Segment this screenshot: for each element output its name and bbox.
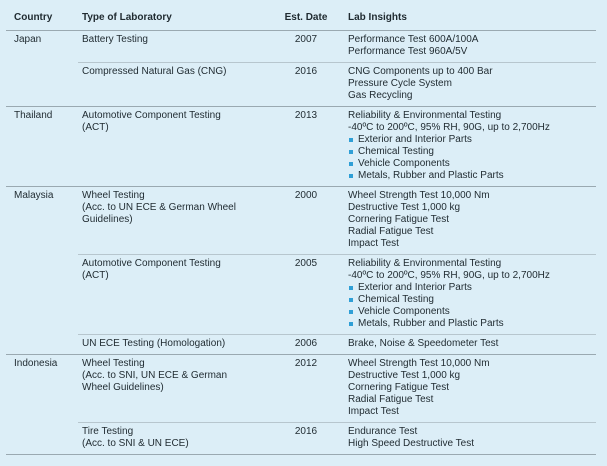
insight-line: Pressure Cycle System: [348, 78, 452, 89]
insight-bullet-item: Exterior and Interior Parts: [348, 134, 596, 146]
insight-line: -40ºC to 200ºC, 95% RH, 90G, up to 2,700Hz: [348, 270, 550, 281]
lab-type-line: (Acc. to UN ECE & German Wheel: [82, 202, 236, 213]
insights-cell: [344, 355, 596, 423]
country-cell: Thailand: [6, 107, 78, 187]
lab-type-line: (ACT): [82, 270, 109, 281]
laboratory-table: [6, 0, 596, 455]
insight-line: Reliability & Environmental Testing: [348, 110, 502, 121]
est-date-cell: 2006: [268, 335, 344, 355]
insight-line: Radial Fatigue Test: [348, 226, 434, 237]
insight-bullet-item: Metals, Rubber and Plastic Parts: [348, 170, 596, 182]
lab-type-line: Wheel Guidelines): [82, 382, 164, 393]
est-date-cell: 2016: [268, 63, 344, 107]
est-date-cell: 2016: [268, 423, 344, 455]
insight-bullet-item: Vehicle Components: [348, 306, 596, 318]
insight-bullet-item: Vehicle Components: [348, 158, 596, 170]
insights-cell: [344, 335, 596, 355]
insight-line: Wheel Strength Test 10,000 Nm: [348, 190, 490, 201]
table-body: [6, 31, 596, 455]
header-type: Type of Laboratory: [78, 0, 268, 31]
insights-cell: [344, 107, 596, 187]
insights-cell: [344, 187, 596, 255]
country-cell: Indonesia: [6, 355, 78, 455]
table-row: [6, 107, 596, 187]
insight-bullet-item: Chemical Testing: [348, 146, 596, 158]
lab-type-cell: [78, 335, 268, 355]
insight-line: Gas Recycling: [348, 90, 413, 101]
insight-line: CNG Components up to 400 Bar: [348, 66, 493, 77]
lab-type-line: Battery Testing: [82, 34, 148, 45]
est-date-cell: 2000: [268, 187, 344, 255]
insight-line: Performance Test 600A/100A: [348, 34, 479, 45]
header-date: Est. Date: [268, 0, 344, 31]
insight-line: Destructive Test 1,000 kg: [348, 370, 461, 381]
est-date-cell: 2007: [268, 31, 344, 63]
lab-type-line: Wheel Testing: [82, 358, 145, 369]
est-date-cell: 2012: [268, 355, 344, 423]
header-insights: Lab Insights: [344, 0, 596, 31]
insight-line: Radial Fatigue Test: [348, 394, 434, 405]
country-cell: Malaysia: [6, 187, 78, 355]
lab-type-cell: [78, 423, 268, 455]
lab-type-cell: [78, 255, 268, 335]
est-date-cell: 2013: [268, 107, 344, 187]
table-row: [6, 423, 596, 455]
table-row: [6, 63, 596, 107]
insight-line: -40ºC to 200ºC, 95% RH, 90G, up to 2,700Hz: [348, 122, 550, 133]
lab-type-line: Compressed Natural Gas (CNG): [82, 66, 227, 77]
insight-line: Performance Test 960A/5V: [348, 46, 468, 57]
table-row: [6, 355, 596, 423]
insight-line: Impact Test: [348, 406, 399, 417]
insight-line: Cornering Fatigue Test: [348, 382, 449, 393]
insight-line: Brake, Noise & Speedometer Test: [348, 338, 499, 349]
insights-cell: [344, 31, 596, 63]
lab-type-line: (ACT): [82, 122, 109, 133]
insight-line: Wheel Strength Test 10,000 Nm: [348, 358, 490, 369]
lab-type-cell: [78, 355, 268, 423]
table-header-row: [6, 0, 596, 31]
insights-cell: [344, 63, 596, 107]
lab-type-line: (Acc. to SNI, UN ECE & German: [82, 370, 228, 381]
insights-cell: [344, 255, 596, 335]
lab-type-line: Tire Testing: [82, 426, 134, 437]
insight-line: Destructive Test 1,000 kg: [348, 202, 461, 213]
lab-type-line: Automotive Component Testing: [82, 110, 221, 121]
est-date-cell: 2005: [268, 255, 344, 335]
table-row: [6, 335, 596, 355]
table-row: [6, 255, 596, 335]
table-row: [6, 187, 596, 255]
insight-line: Impact Test: [348, 238, 399, 249]
insight-bullet-item: Chemical Testing: [348, 294, 596, 306]
lab-type-line: UN ECE Testing (Homologation): [82, 338, 226, 349]
lab-type-cell: [78, 187, 268, 255]
insight-line: Reliability & Environmental Testing: [348, 258, 502, 269]
lab-type-cell: [78, 31, 268, 63]
insight-bullet-item: Exterior and Interior Parts: [348, 282, 596, 294]
country-cell: Japan: [6, 31, 78, 107]
insight-line: Cornering Fatigue Test: [348, 214, 449, 225]
lab-type-line: Guidelines): [82, 214, 133, 225]
lab-type-line: (Acc. to SNI & UN ECE): [82, 438, 189, 449]
insights-cell: [344, 423, 596, 455]
insight-line: High Speed Destructive Test: [348, 438, 474, 449]
lab-type-line: Automotive Component Testing: [82, 258, 221, 269]
insight-line: Endurance Test: [348, 426, 418, 437]
lab-type-cell: [78, 63, 268, 107]
header-country: Country: [6, 0, 78, 31]
table-row: [6, 31, 596, 63]
insight-bullet-item: Metals, Rubber and Plastic Parts: [348, 318, 596, 330]
lab-type-line: Wheel Testing: [82, 190, 145, 201]
lab-type-cell: [78, 107, 268, 187]
